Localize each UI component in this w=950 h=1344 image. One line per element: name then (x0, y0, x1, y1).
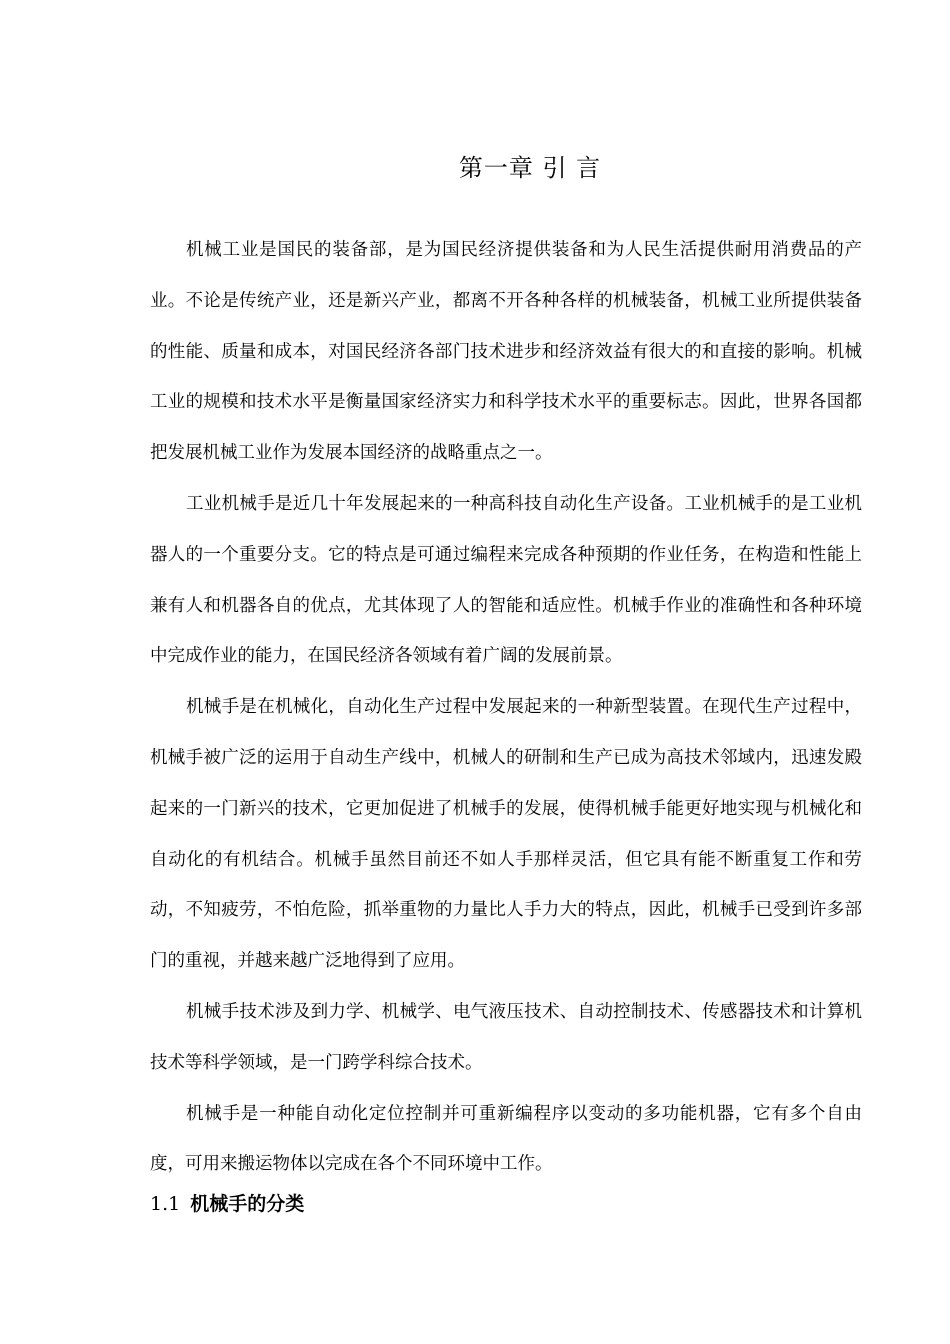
section-number: 1.1 (150, 1193, 181, 1215)
paragraph-3: 机械手是在机械化，自动化生产过程中发展起来的一种新型装置。在现代生产过程中，机械手被广泛的运用于自动生产线中，机械人的研制和生产已成为高技术邻域内，迅速发殿起来的一门新兴的技术，它更加促进了机械手的发展，使得机械手能更好地实现与机械化和自动化的有机结合。机械手虽然目前还不如人手那样灵活，但它具有能不断重复工作和劳动，不知疲劳，不怕危险，抓举重物的力量比人手力大的特点，因此，机械手已受到许多部门的重视，并越来越广泛地得到了应用。 (150, 697, 862, 972)
section-heading (150, 1184, 304, 1224)
section-title: 机械手的分类 (190, 1193, 305, 1215)
paragraph-4: 机械手技术涉及到力学、机械学、电气液压技术、自动控制技术、传感器技术和计算机技术等科学领域，是一门跨学科综合技术。 (150, 1001, 862, 1073)
paragraph-1: 机械工业是国民的装备部，是为国民经济提供装备和为人民生活提供耐用消费品的产业。不论是传统产业，还是新兴产业，都离不开各种各样的机械装备，机械工业所提供装备的性能、质量和成本，对国民经济各部门技术进步和经济效益有很大的和直接的影响。机械工业的规模和技术水平是衡量国家经济实力和科学技术水平的重要标志。因此，世界各国都把发展机械工业作为发展本国经济的战略重点之一。 (150, 240, 862, 464)
chapter-title: 第一章 引 言 (458, 154, 602, 182)
paragraph-5: 机械手是一种能自动化定位控制并可重新编程序以变动的多功能机器，它有多个自由度，可用来搬运物体以完成在各个不同环境中工作。 (150, 1103, 862, 1175)
paragraph-2: 工业机械手是近几十年发展起来的一种高科技自动化生产设备。工业机械手的是工业机器人的一个重要分支。它的特点是可通过编程来完成各种预期的作业任务，在构造和性能上兼有人和机器各自的优点，尤其体现了人的智能和适应性。机械手作业的准确性和各种环境中完成作业的能力，在国民经济各领域有着广阔的发展前景。 (150, 493, 862, 667)
body-text (150, 225, 862, 1190)
